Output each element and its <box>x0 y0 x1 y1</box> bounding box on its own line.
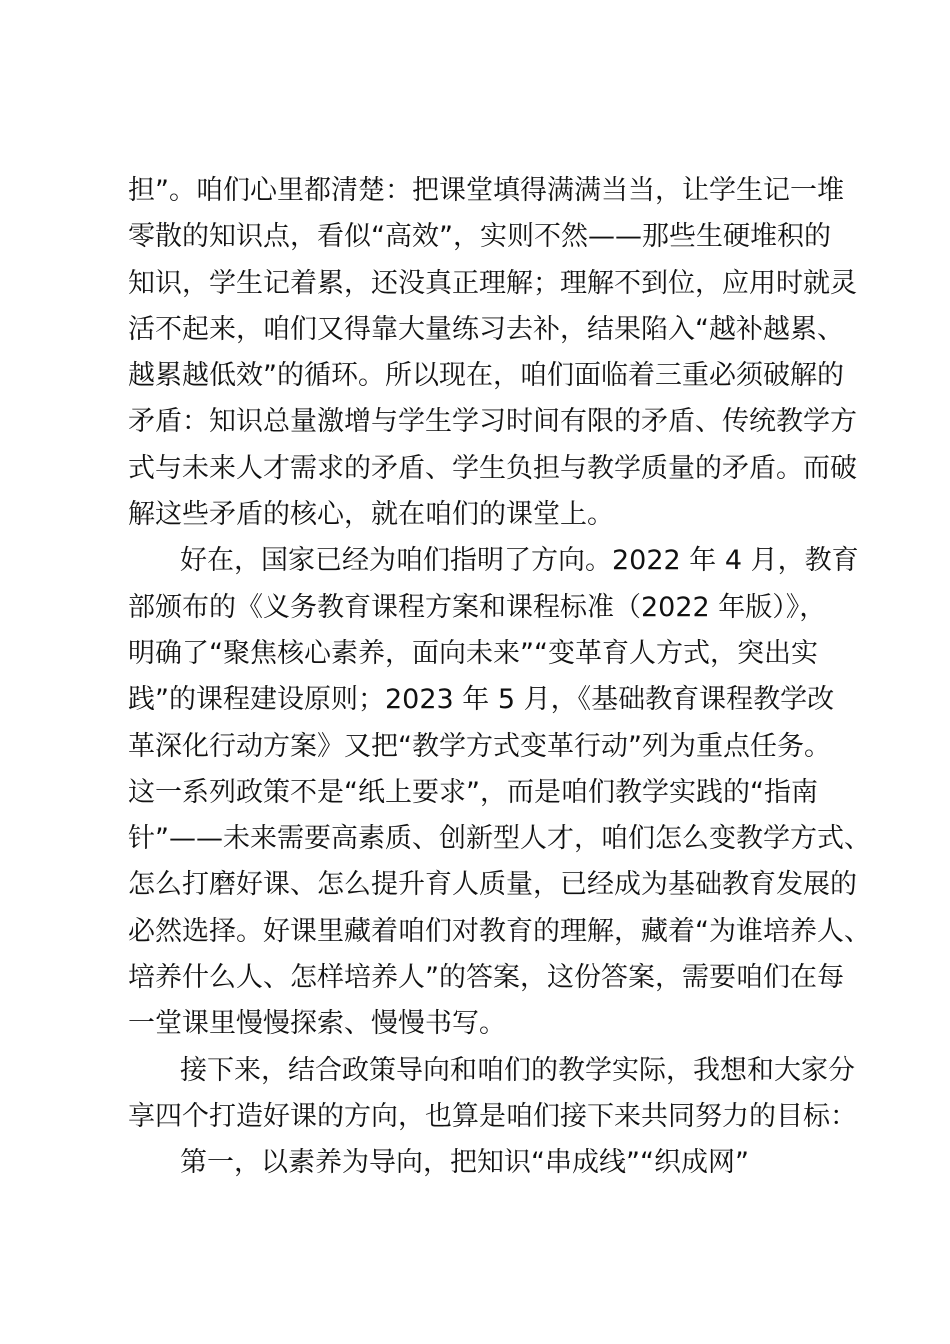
text-line: 享四个打造好课的方向，也算是咱们接下来共同努力的目标： <box>128 1100 857 1132</box>
text-line: 这一系列政策不是“纸上要求”，而是咱们教学实践的“指南 <box>128 776 818 808</box>
text-line: 践”的课程建设原则；2023 年 5 月，《基础教育课程教学改 <box>128 684 835 716</box>
text-line: 式与未来人才需求的矛盾、学生负担与教学质量的矛盾。而破 <box>128 452 857 484</box>
body-text <box>128 168 871 1187</box>
text-line: 部颁布的《义务教育课程方案和课程标准（2022 年版）》， <box>128 591 827 623</box>
text-line: 必然选择。好课里藏着咱们对教育的理解，藏着“为谁培养人、 <box>128 915 871 947</box>
text-line: 革深化行动方案》又把“教学方式变革行动”列为重点任务。 <box>128 730 831 762</box>
text-line: 怎么打磨好课、怎么提升育人质量，已经成为基础教育发展的 <box>128 869 857 901</box>
text-line: 越累越低效”的循环。所以现在，咱们面临着三重必须破解的 <box>128 360 844 392</box>
text-line: 明确了“聚焦核心素养，面向未来”“变革育人方式，突出实 <box>128 637 818 669</box>
text-line: 活不起来，咱们又得靠大量练习去补，结果陷入“越补越累、 <box>128 313 844 345</box>
text-line: 一堂课里慢慢探索、慢慢书写。 <box>128 1008 506 1040</box>
text-line: 针”——未来需要高素质、创新型人才，咱们怎么变教学方式、 <box>128 823 871 855</box>
text-line: 培养什么人、怎样培养人”的答案，这份答案，需要咱们在每 <box>128 962 844 994</box>
paragraph-start-line: 好在，国家已经为咱们指明了方向。2022 年 4 月，教育 <box>180 545 859 577</box>
text-line: 零散的知识点，看似“高效”，实则不然——那些生硬堆积的 <box>128 221 831 253</box>
text-line: 担”。咱们心里都清楚：把课堂填得满满当当，让学生记一堆 <box>128 175 844 206</box>
text-line: 解这些矛盾的核心，就在咱们的课堂上。 <box>128 499 614 531</box>
text-line: 矛盾：知识总量激增与学生学习时间有限的矛盾、传统教学方 <box>128 406 857 438</box>
text-line: 知识，学生记着累，还没真正理解；理解不到位，应用时就灵 <box>128 267 857 299</box>
section-heading-line: 第一，以素养为导向，把知识“串成线”“织成网” <box>180 1147 749 1179</box>
paragraph-start-line: 接下来，结合政策导向和咱们的教学实际，我想和大家分 <box>180 1054 855 1086</box>
